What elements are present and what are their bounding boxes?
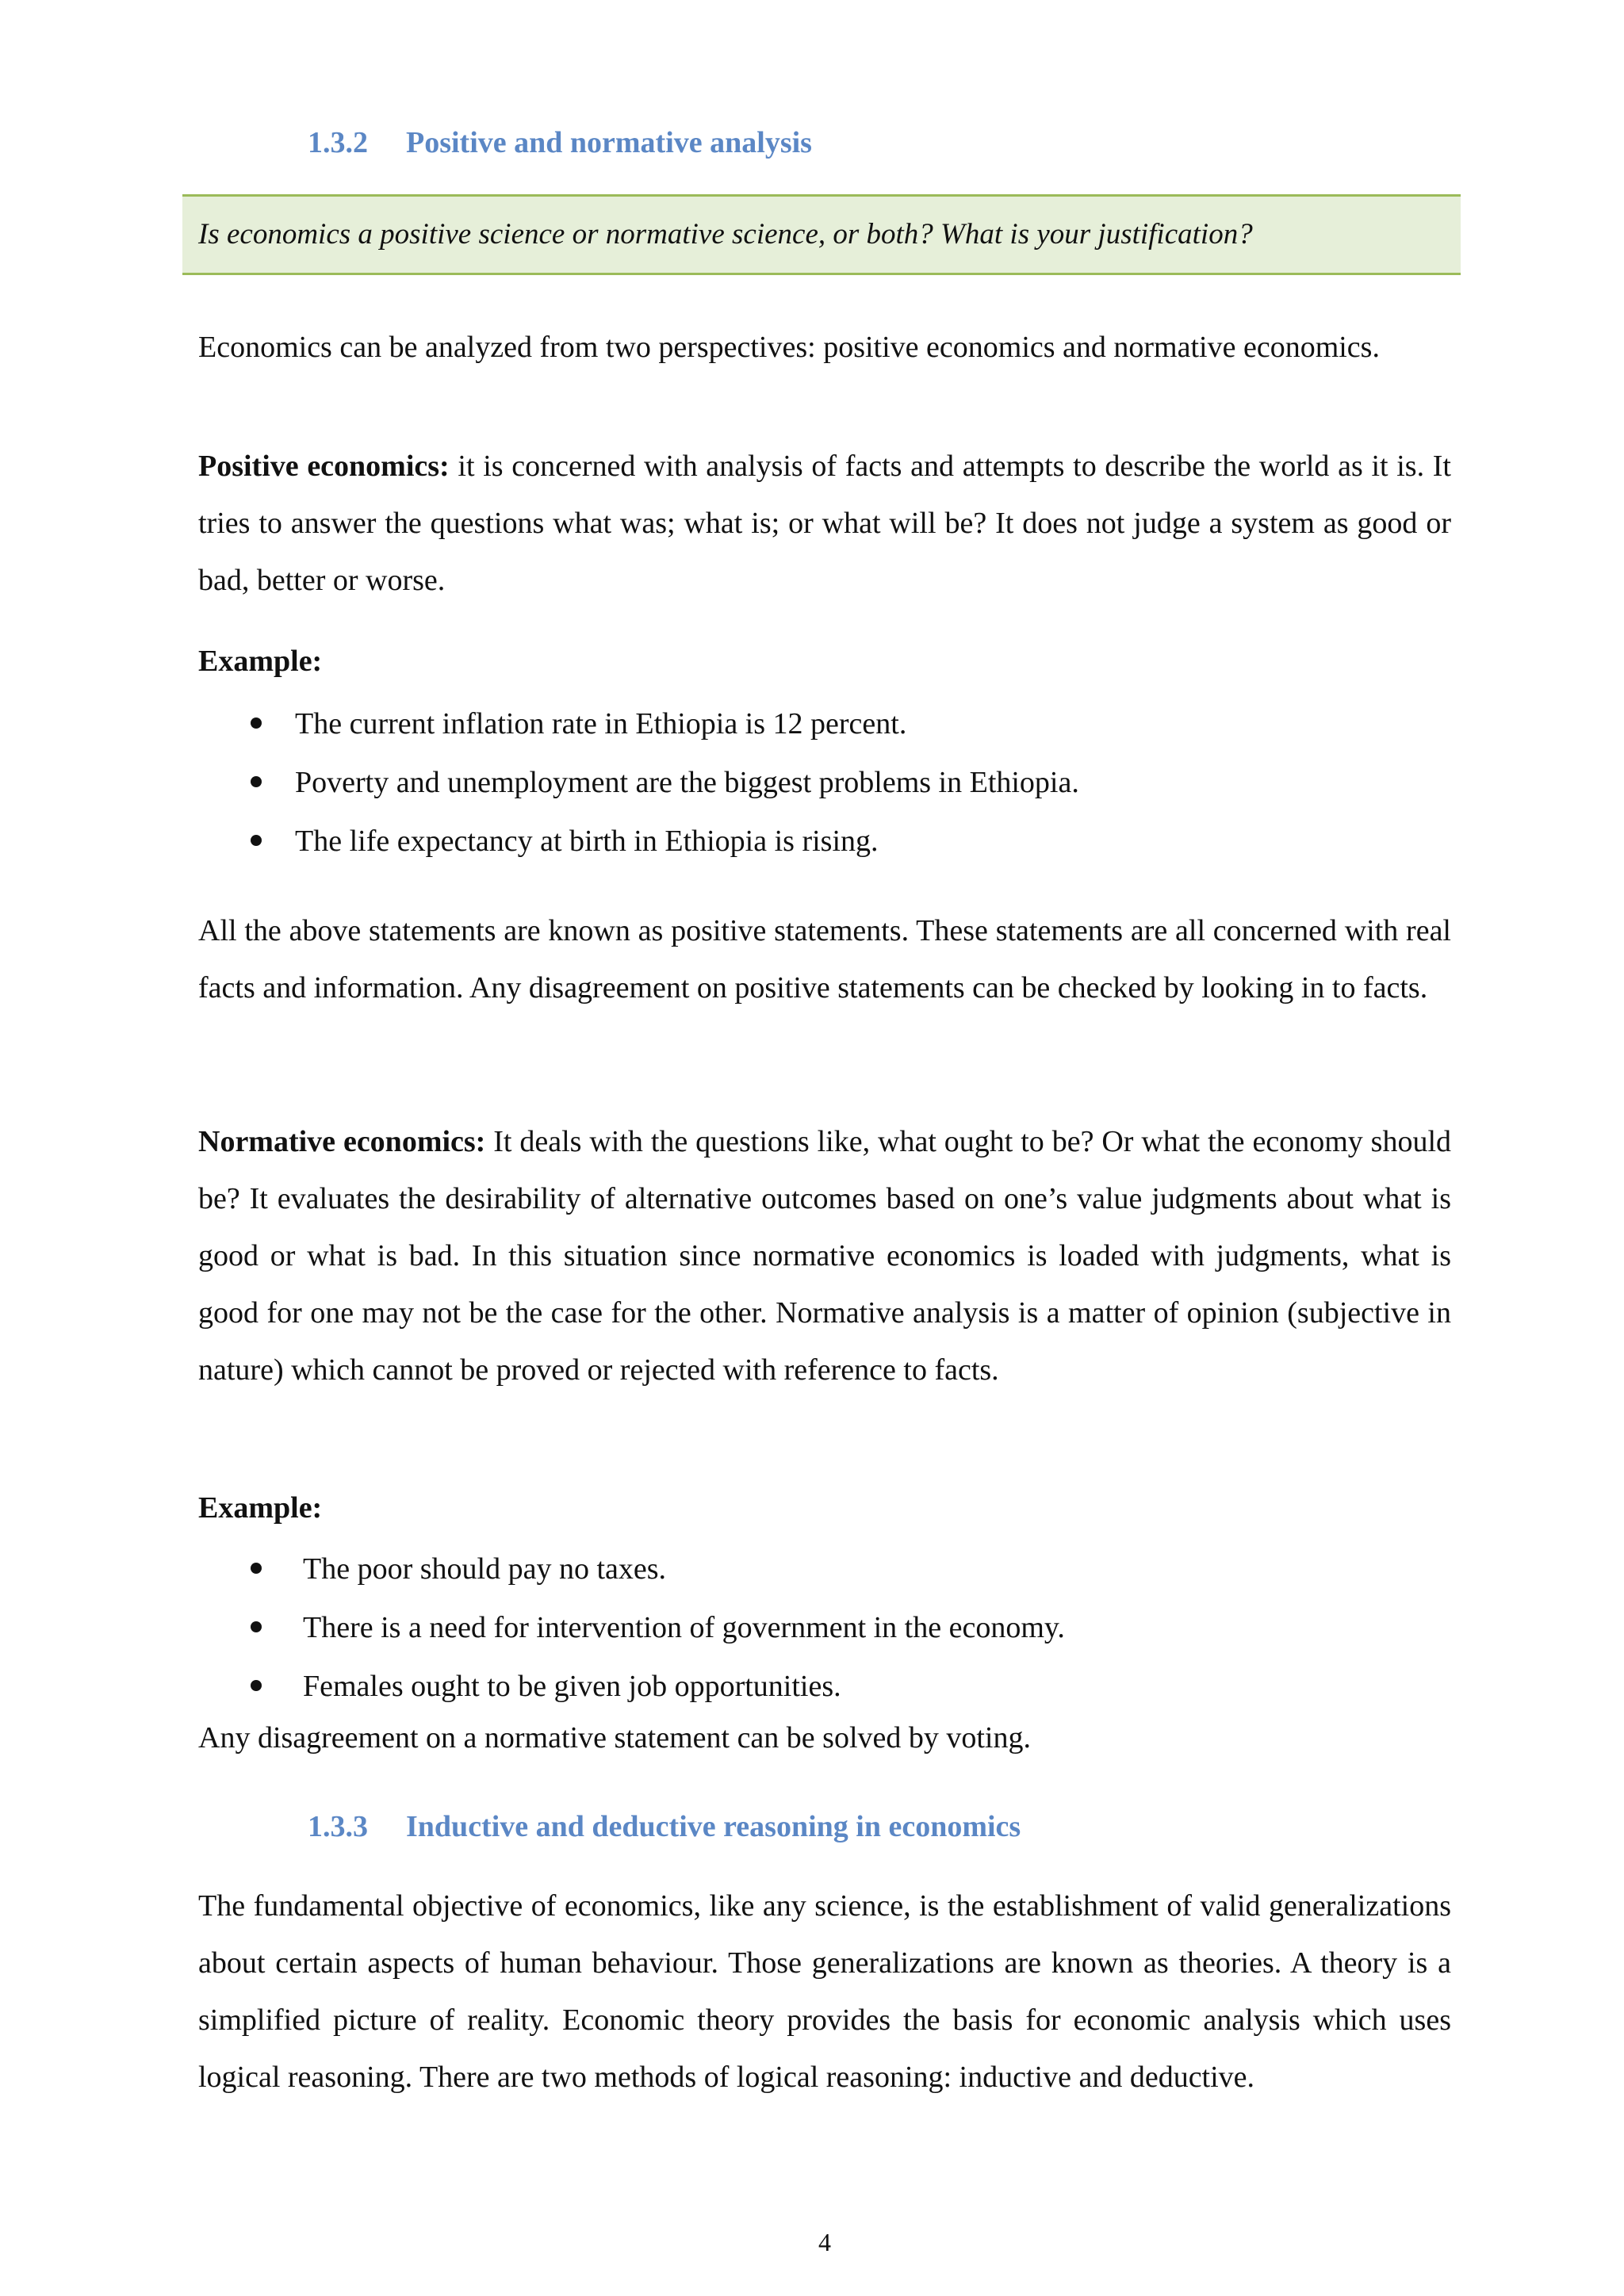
bullet-icon [251, 1680, 262, 1691]
list-item [246, 753, 1079, 812]
normative-examples-list [246, 1540, 1065, 1716]
list-item [246, 1657, 1065, 1716]
section-heading-1-3-2 [308, 125, 812, 160]
bullet-icon [251, 1621, 262, 1632]
list-item-text: The life expectancy at birth in Ethiopia is rising. [295, 825, 879, 858]
positive-economics-label: Positive economics: [198, 450, 450, 483]
normative-summary-text: Any disagreement on a normative statement can be solved by voting. [198, 1721, 1031, 1755]
positive-example-label: Example: [198, 645, 323, 678]
list-item-text: There is a need for intervention of government in the economy. [303, 1611, 1065, 1644]
page-number: 4 [818, 2228, 831, 2256]
positive-economics-text: it is concerned with analysis of facts and attempts to describe the world as it is. It tries to answer the questions what was; what is; or what will be? It does not judge a system as good or bad, better or worse. [198, 450, 1451, 597]
section-title: Positive and normative analysis [406, 126, 812, 159]
normative-economics-paragraph [198, 1113, 1451, 1399]
bullet-icon [251, 835, 262, 846]
intro-paragraph: Economics can be analyzed from two perspectives: positive economics and normative economics. [198, 331, 1380, 364]
list-item [246, 695, 1079, 753]
list-item [246, 1598, 1065, 1657]
list-item-text: The current inflation rate in Ethiopia is 12 percent. [295, 707, 907, 740]
normative-example-label: Example: [198, 1491, 323, 1525]
positive-economics-paragraph [198, 438, 1451, 609]
normative-economics-text: It deals with the questions like, what ought to be? Or what the economy should be? It evaluates the desirability of alternative outcomes based on one’s value judgments about what is good or what is bad. In this situation since normative economics is loaded with judgments, what is good for one may not be the case for the other. Normative analysis is a matter of opinion (subjective in nature) which cannot be proved or rejected with reference to facts. [198, 1125, 1451, 1387]
positive-examples-list [246, 695, 1079, 871]
section-title: Inductive and deductive reasoning in economics [406, 1810, 1021, 1843]
positive-summary-paragraph: All the above statements are known as positive statements. These statements are all concerned with real facts and information. Any disagreement on positive statements can be checked by looking in to facts. [198, 914, 1451, 1004]
reasoning-paragraph: The fundamental objective of economics, like any science, is the establishment of valid generalizations about certain aspects of human behaviour. Those generalizations are known as theories. A theory is a simplified picture of reality. Economic theory provides the basis for economic analysis which uses logical reasoning. There are two methods of logical reasoning: inductive and deductive. [198, 1889, 1451, 2094]
section-number: 1.3.2 [308, 126, 368, 159]
list-item-text: Poverty and unemployment are the biggest problems in Ethiopia. [295, 766, 1079, 799]
question-box [182, 194, 1461, 275]
list-item-text: The poor should pay no taxes. [303, 1552, 667, 1586]
list-item [246, 1540, 1065, 1598]
bullet-icon [251, 1563, 262, 1574]
normative-economics-label: Normative economics: [198, 1125, 486, 1158]
question-text: Is economics a positive science or normative science, or both? What is your justification? [198, 218, 1253, 251]
list-item [246, 812, 1079, 871]
bullet-icon [251, 776, 262, 787]
section-number: 1.3.3 [308, 1810, 368, 1843]
bullet-icon [251, 718, 262, 729]
section-heading-1-3-3 [308, 1809, 1021, 1844]
list-item-text: Females ought to be given job opportunities. [303, 1670, 841, 1703]
